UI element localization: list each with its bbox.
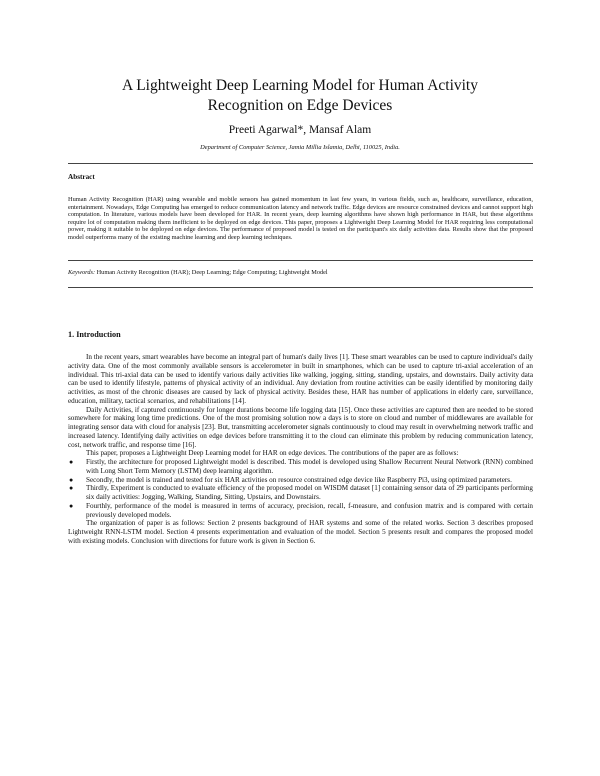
keywords-label: Keywords: <box>68 269 96 276</box>
keywords-text: Human Activity Recognition (HAR); Deep Learning; Edge Computing; Lightweight Model <box>95 269 328 276</box>
divider-keywords-top <box>68 260 533 261</box>
divider-keywords-bottom <box>68 287 533 288</box>
bullet-icon: ● <box>69 484 74 493</box>
divider-top <box>68 163 533 164</box>
paper-title-line-2: Recognition on Edge Devices <box>207 97 393 114</box>
list-item <box>68 502 533 520</box>
intro-paragraph-3: This paper, proposes a Lightweight Deep Learning model for HAR on edge devices. The contributions of the paper are as follows: <box>86 449 459 458</box>
list-item <box>68 476 533 485</box>
keywords-line <box>68 269 533 277</box>
section-heading-introduction: 1. Introduction <box>68 330 121 339</box>
introduction-body <box>68 353 533 546</box>
paper-affiliation: Department of Computer Science, Jamia Millia Islamia, Delhi, 110025, India. <box>200 144 400 151</box>
contributions-list <box>68 458 533 519</box>
abstract-heading: Abstract <box>68 173 95 181</box>
list-item-text: Secondly, the model is trained and tested for six HAR activities on resource constrained edge device like Raspberry Pi3, using optimized parameters. <box>86 475 512 484</box>
intro-paragraph-4: The organization of paper is as follows: Section 2 presents background of HAR systems and some of the related works. Section 3 describes proposed Lightweight RNN-LSTM model. Section 4 presents experimentation and evaluation of the model. Section 5 presents result and compares the proposed model with existing models. Conclusion with directions for future work is given in Section 6. <box>68 519 533 545</box>
paper-authors: Preeti Agarwal*, Mansaf Alam <box>228 124 372 136</box>
abstract-text: Human Activity Recognition (HAR) using wearable and mobile sensors has gained momentum in last few years, in various fields, such as, healthcare, surveillance, education, entertainment. Nowadays, Edge Computing has emerged to reduce communication latency and network traffic. Edge devices are resource constrained devices and cannot support high computation. In literature, various models have been developed for HAR. In recent years, deep learning algorithms have shown high performance in HAR, but these algorithms require lot of computation making them inefficient to be deployed on edge devices. This paper, proposes a Lightweight Deep Learning Model for HAR requiring less computational power, making it suitable to be deployed on edge devices. The performance of proposed model is tested on the participant's six daily activities data. Results show that the proposed model outperforms many of the existing machine learning and deep learning techniques. <box>68 196 533 241</box>
paper-title <box>40 76 560 116</box>
list-item-text: Thirdly, Experiment is conducted to evaluate efficiency of the proposed model on WISDM dataset [1] containing sensor data of 29 participants performing six daily activities: Jogging, Walking, Standing, Sitting, Upstairs, and Downstairs. <box>86 484 533 501</box>
list-item <box>68 484 533 502</box>
list-item-text: Firstly, the architecture for proposed Lightweight model is described. This model is developed using Shallow Recurrent Neural Network (RNN) combined with Long Short Term Memory (LSTM) deep learning algorithm. <box>86 458 533 475</box>
bullet-icon: ● <box>69 458 74 466</box>
bullet-icon: ● <box>69 501 74 510</box>
list-item-text: Fourthly, performance of the model is measured in terms of accuracy, precision, recall, f-measure, and confusion matrix and is compared with certain previously developed models. <box>86 501 533 519</box>
intro-paragraph-1: In the recent years, smart wearables have become an integral part of human's daily lives [1]. These smart wearables can be used to capture individual's daily activity data. One of the most commonly available sensors is accelerometer in built in smartphones, which can be used to capture tri-axial acceleration of an individual. This tri-axial data can be used to identify various daily activities like walking, jogging, sitting, standing, upstairs, and downstairs. Daily activity data can be used to identify lifestyle, patterns of physical activity of an individual. Any deviation from routine activities can be easily identified by monitoring daily activities, as most of the chronic diseases are caused by lack of physical activity. Besides these, HAR has number of applications in elderly care, surveillance, education, military, tactical scenarios, and rehabilitations [14]. <box>68 353 533 405</box>
paper-title-line-1: A Lightweight Deep Learning Model for Human Activity <box>122 77 478 94</box>
bullet-icon: ● <box>69 475 74 484</box>
intro-paragraph-2: Daily Activities, if captured continuously for longer durations become life logging data [15]. Once these activities are captured then are needed to be stored somewhere for making long time predictions. One of the most promising solution now a days is to store on cloud and number of middlewares are available for integrating sensor data with cloud for analysis [23]. But, transmitting accelerometer signals continuously to cloud may result in overwhelming network traffic and increased latency. Identifying daily activities on edge devices before transmitting it to the cloud can eliminate this problem by reducing communication latency, cost, network traffic, and response time [16]. <box>68 405 533 449</box>
list-item <box>68 458 533 476</box>
